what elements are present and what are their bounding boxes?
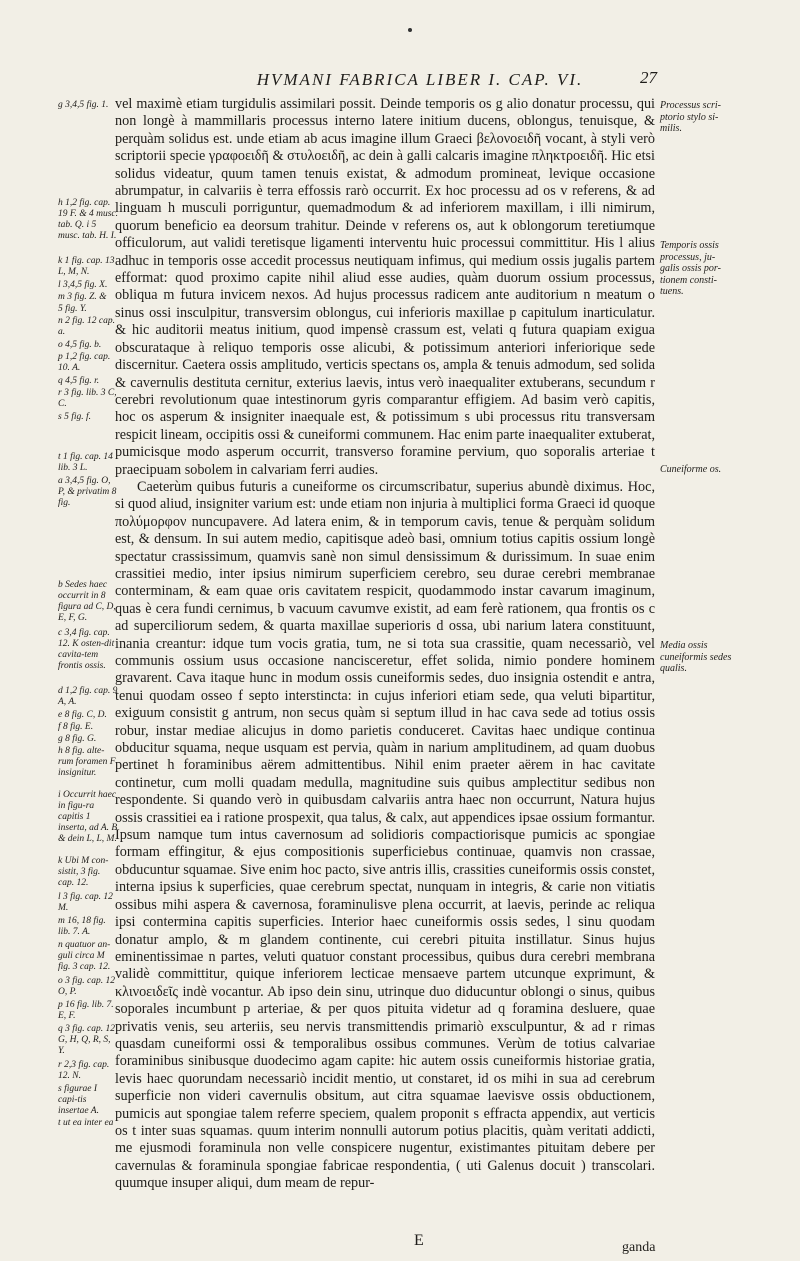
signature-mark: E bbox=[414, 1232, 424, 1249]
left-note: q 3 fig. cap. 12 G, H, Q, R, S, Y. bbox=[58, 1024, 115, 1056]
left-note: t 1 fig. cap. 14 lib. 3 L. bbox=[58, 452, 113, 473]
left-note: i Occurrit haec in figu-ra capitis 1 inserta, ad A. B & dein L, L, M. bbox=[58, 790, 118, 844]
catchword: ganda bbox=[622, 1240, 656, 1255]
left-note: 5 fig. Y. bbox=[58, 304, 87, 314]
left-note: r 2,3 fig. cap. 12. N. bbox=[58, 1060, 110, 1081]
left-note: o 4,5 fig. b. bbox=[58, 340, 102, 350]
paragraph: Caeterùm quibus futuris a cuneiforme os circumscribatur, superius abundè diximus. Hoc, si quod aliud, insigniter varium est: unde etiam non injuria à multiplici forma Graeci id quoque πολύμορφον nuncupavere. Ad latera enim, & in temporum cavis, tenue & perquàm solidum est, & densum. In sui autem medio, capitisque adeò basi, omnium totius capitis ossium longè spectatur crassissimum, quamvis sanè non simul densissimum & durissimum. In suae enim crassitiei medio, inter ipsius nimirum superficiem cerebro, seu durae cerebri membranae conterminam, & eam quae oris cavitatem respicit, quodammodo instar cavarum imaginum, quas è cera fundi cernimus, b vacuum cavumve existit, ad eam ferè rationem, qua frontis os c ad superciliorum sedem, & quarta maxillae superioris d ossa, ubi narium latera constituunt, inania creantur: idque tum vocis gratia, tum, ne si tota sua crassitie, quam necessariò, vel communis ossium usus occasione nancisceretur, effet solida, nimio pondere hominem gravarent. Cava itaque hunc in modum ossis cuneiformis sedes, duo insignia ostendit e antra, tenui quodam osseo f septo interstincta: in cujus inferiori etiam sede, qua veluti bipartitur, exiguum consistit g antrum, non secus quàm si septum illud in hac cava sede ad totius ossis robur, instar mediae alicujus in domo parietis conduceret. Cavitas haec undique continua obducitur squama, neque usquam est pervia, quàm in narium amplitudinem, ad quam duobus pertinet h foraminibus aërem admittentibus. Nihil enim praeter aërem in hac cavitate continetur, cum molli quadam medulla, magnitudine suis quibus amplectitur sedibus non respondente. Si quando verò in quibusdam calvariis antra haec non occurrunt, Natura hujus ossis crassitiei ea i ratione prospexit, qua talus, & calx, aut appendices ipsae ossium formantur. Ipsum namque tum intus cavernosum ad solidioris compactiorisque pumicis ac spongiae formam effingitur, & ejus compositionis superficiebus continuae, quamvis non crassae, obducuntur squamae. Sive enim hoc pacto, sive antris illis, crassities cuneiformis ossis constet, interna ipsius k superficies, quae cerebrum spectat, nunquam in integris, & carie non vitiatis ossibus mihi aspera & cavernosa, foraminulisve plena occurrit, at laevis, perinde ac reliqua ipsi contermina capitis superficies. Interior haec cuneiformis ossis sedes, l sinu quodam donatur amplo, & m glandem continente, cui cerebri pituita instillatur. Sinus hujus eminentissimae n partes, veluti quatuor constant processibus, quibus dura cerebri membrana validè committitur, quique inferiorem lecticae mensaeve partem utcunque exprimunt, & κλινοειδεῖς indè vocantur. Ab ipso dein sinu, utrinque duo diducuntur oblongi o sinus, quibus soporales incumbunt p arteriae, & per quos pituita videtur ad q foramina desluere, quae privatis venis, seu arteriis, seu nervis transmittendis primariò exsculpuntur, & ad r rimas quasdam cuneiformi ossi & temporalibus ossibus communes. Verùm de totius calvariae foraminibus sinibusque duodecimo agam capite: hic autem ossis cuneiformis historiae gratia, levis haec quorundam necessariò incidit mentio, ut constaret, id os mihi in sua ad cerebrum superficie non videri cavernulis obsitum, aut citra squamae laevisve ossis obductionem, pumicis aut spongiae talem referre speciem, qualem proponit s effracta appendix, aut verticis os t inter suas squamas. quum interim nonnulli autorum potius placitis, quàm veritati addicti, me ejusmodi foraminula non velle conspicere nugentur, existimantes pituitam debere per cavernulas & foraminula spongiae fabricae respondentia, ( uti Galenus docuit ) transcolari. quumque insuper aliqui, dum meam de repur- bbox=[115, 478, 655, 1192]
ink-dot bbox=[408, 28, 412, 32]
left-note: d 1,2 fig. cap. 9 A, A. bbox=[58, 686, 118, 707]
left-note: l 3 fig. cap. 12 M. bbox=[58, 892, 113, 913]
left-note: p 16 fig. lib. 7. E, F. bbox=[58, 1000, 114, 1021]
left-note: g 3,4,5 fig. 1. bbox=[58, 100, 109, 110]
running-head: HVMANI FABRICA LIBER I. CAP. VI. bbox=[256, 70, 584, 89]
left-note: n quatuor an-guli circa M fig. 3 cap. 12. bbox=[58, 940, 111, 972]
left-note: c 3,4 fig. cap. 12. K osten-dit cavita-tem frontis ossis. bbox=[58, 628, 115, 671]
left-note: n 2 fig. 12 cap. a. bbox=[58, 316, 115, 337]
left-note: k 1 fig. cap. 13 L, M, N. bbox=[58, 256, 115, 277]
right-note: Media ossis cuneiformis sedes qualis. bbox=[660, 640, 732, 674]
right-note: Cuneiforme os. bbox=[660, 464, 722, 475]
main-text bbox=[115, 96, 655, 1193]
left-note: s figurae I capi-tis insertae A. bbox=[58, 1084, 99, 1116]
paragraph: vel maximè etiam turgidulis assimilari possit. Deinde temporis os g alio donatur processu, qui non longè à mammillaris processus interno latere initium ducens, oblongus, tenuisque, & perquàm solidus est. unde etiam ab acus imagine illum Graeci βελονοειδῆ vocant, à styli verò scriptorii specie γραφοειδῆ & στυλοειδῆ, ac dein à galli calcaris imagine πληκτροειδῆ. Hic etsi solidus videatur, quum tamen tenuis existat, & admodum promineat, levique occasione abrumpatur, in calvariis è terra effossis rarò occurrit. Ex hoc processu ad os v referens, & ad linguam h musculi porriguntur, quemadmodum & ad inferiorem maxillam, i illi nimirum, quorum beneficio ea deorsum trahitur. Deinde v referens os, aut k oblongorum teretiumque officulorum, aut validi teretisque ligamenti interventu huic processui committitur. His l alius adhuc in temporis osse accedit processus neutiquam infimus, qui medium ossis jugalis partem efformat: quod proximo capite nihil aliud esse audies, quàm duorum ossium processus, obliqua m futura invicem nexos. Ad hujus processus radicem ante auditorium n meatum o sinus ossi insculpitur, transversim oblongus, cui inferioris maxillae p capitulum inarticulatur. & hic auditorii meatus initium, quod impensè crassum est, velati q futura quapiam exigua obscurataque à reliquo temporis osse alicubi, & potissimum anteriori inferiorique sede discernitur. Caetera ossis amplitudo, verticis spectans os, ampla & tenuis admodum, sed solida & cavernulis destituta cernitur, exterius laevis, intus verò inaequaliter extuberans, secundum r cerebri revolutionum quae intestinorum gyris comparantur effigiem. Ad basim verò capitis, hoc os asperum & insigniter inaequale est, & potissimum s ubi processus ritu transversam respicit lineam, occipitis ossi & cuneiformi communem. Hac enim parte inaequaliter extuberat, pumicisque modo asperum occurrit, transverso foramine pervium, quo soporalis arteriae t praecipuam sobolem in calvariam ferri audies. bbox=[115, 96, 655, 478]
left-note: t ut ea inter ea bbox=[58, 1118, 114, 1128]
left-note: b Sedes haec occurrit in 8 figura ad C, D, E, F, G. bbox=[58, 580, 116, 623]
left-note: p 1,2 fig. cap. 10. A. bbox=[58, 352, 111, 373]
left-note: o 3 fig. cap. 12 O, P. bbox=[58, 976, 115, 997]
left-note: f 8 fig. E. bbox=[58, 722, 94, 732]
right-note: Processus scri-ptorio stylo si-milis. bbox=[660, 100, 722, 134]
left-note: r 3 fig. lib. 3 C, C. bbox=[58, 388, 117, 409]
left-note: g 8 fig. G. bbox=[58, 734, 97, 744]
left-note: h 8 fig. alte-rum foramen F insignitur. bbox=[58, 746, 116, 778]
left-note: q 4,5 fig. r. bbox=[58, 376, 100, 386]
left-note: h 1,2 fig. cap. 19 F. & 4 musc. tab. Q. i 5 musc. tab. H. I. bbox=[58, 198, 118, 241]
left-note: m 16, 18 fig. lib. 7. A. bbox=[58, 916, 106, 937]
page-number: 27 bbox=[640, 68, 657, 87]
left-note: k Ubi M con-sistit, 3 fig. cap. 12. bbox=[58, 856, 109, 888]
left-note: m 3 fig. Z. & bbox=[58, 292, 107, 302]
left-note: e 8 fig. C, D. bbox=[58, 710, 107, 720]
left-note: l 3,4,5 fig. X. bbox=[58, 280, 108, 290]
right-note: Temporis ossis processus, ju-galis ossis por-tionem consti-tuens. bbox=[660, 240, 721, 297]
left-note: s 5 fig. f. bbox=[58, 412, 91, 422]
left-note: a 3,4,5 fig. O, P, & privatim 8 fig. bbox=[58, 476, 117, 508]
